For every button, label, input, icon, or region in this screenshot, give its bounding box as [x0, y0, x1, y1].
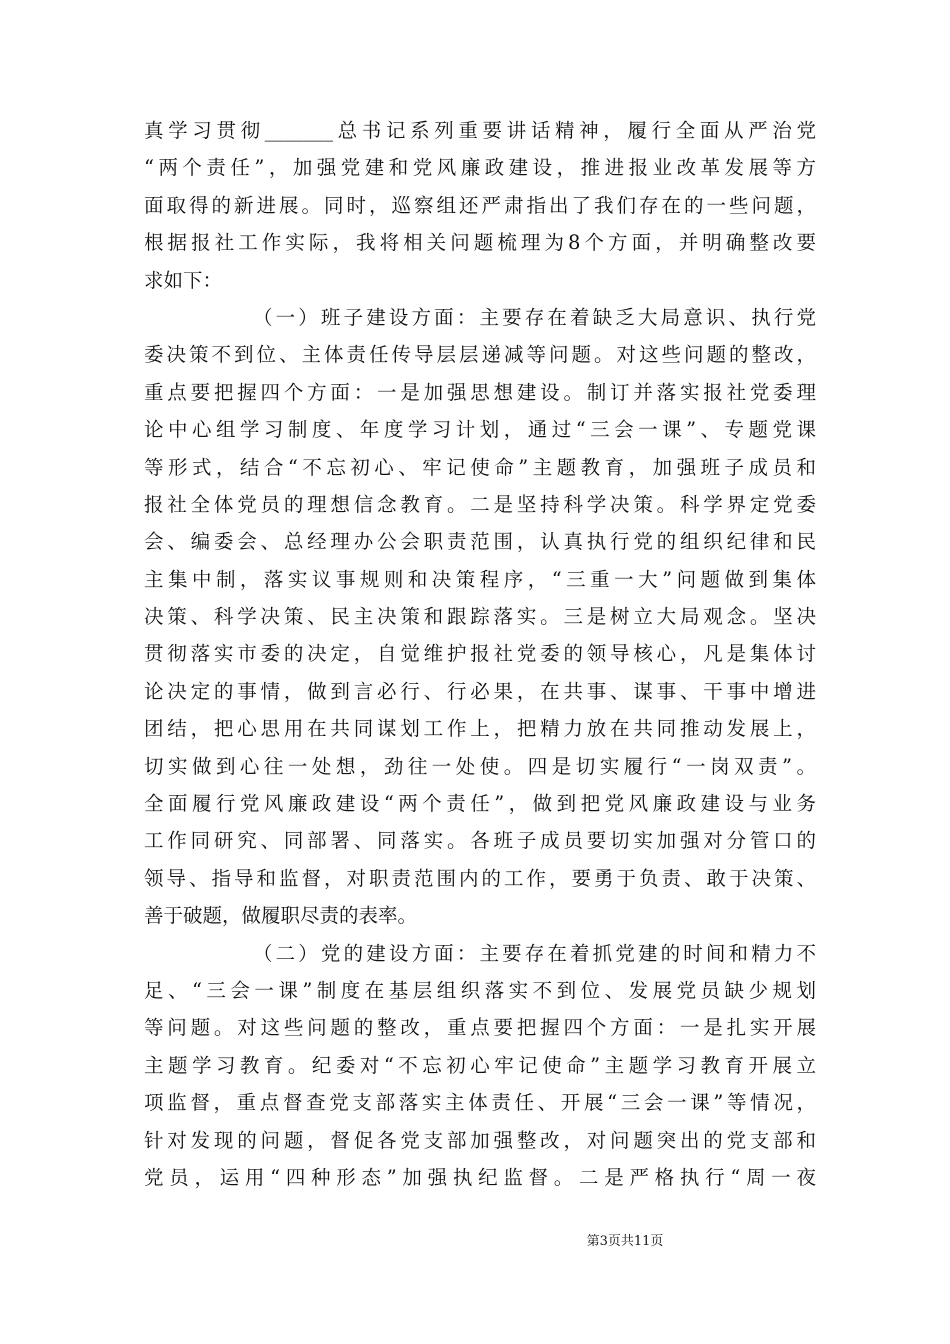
text-line: 论决定的事情，做到言必行、行必果，在共事、谋事、干事中增进 — [144, 679, 816, 703]
text-line: 面取得的新进展。同时，巡察组还严肃指出了我们存在的一些问题， — [144, 193, 816, 217]
text-line: 根据报社工作实际，我将相关问题梳理为8个方面，并明确整改要 — [144, 231, 816, 255]
text-line: （一）班子建设方面：主要存在着缺乏大局意识、执行党 — [253, 305, 816, 329]
text-line: （二）党的建设方面：主要存在着抓党建的时间和精力不 — [253, 941, 816, 965]
text-line: 善于破题，做履职尽责的表率。 — [144, 904, 418, 928]
text-line: 足、“三会一课”制度在基层组织落实不到位、发展党员缺少规划 — [144, 978, 816, 1002]
text-line: 决策、科学决策、民主决策和跟踪落实。三是树立大局观念。坚决 — [144, 605, 816, 629]
text-line: 主题学习教育。纪委对“不忘初心牢记使命”主题学习教育开展立 — [144, 1053, 816, 1077]
text-line: 全面履行党风廉政建设“两个责任”，做到把党风廉政建设与业务 — [144, 792, 816, 816]
text-line: 报社全体党员的理想信念教育。二是坚持科学决策。科学界定党委 — [144, 492, 816, 516]
text-line: 主集中制，落实议事规则和决策程序，“三重一大”问题做到集体 — [144, 567, 816, 591]
paragraph-section-1 — [144, 299, 816, 935]
text-line: 领导、指导和监督，对职责范围内的工作，要勇于负责、敢于决策、 — [144, 866, 816, 890]
text-line: 针对发现的问题，督促各党支部加强整改，对问题突出的党支部和 — [144, 1128, 816, 1152]
text-line: 会、编委会、总经理办公会职责范围，认真执行党的组织纪律和民 — [144, 530, 816, 554]
document-body — [144, 112, 816, 1196]
text-line: 贯彻落实市委的决定，自觉维护报社党委的领导核心，凡是集体讨 — [144, 642, 816, 666]
paragraph-intro — [144, 112, 816, 299]
text-line: 委决策不到位、主体责任传导层层递减等问题。对这些问题的整改， — [144, 343, 816, 367]
paragraph-section-2 — [144, 935, 816, 1197]
page-number: 第3页共11页 — [586, 1234, 664, 1249]
page-footer — [0, 1230, 950, 1249]
text-line: 真学习贯彻_______总书记系列重要讲话精神，履行全面从严治党 — [144, 119, 816, 142]
text-line: 团结，把心思用在共同谋划工作上，把精力放在共同推动发展上， — [144, 717, 816, 741]
text-line: 党员，运用“四种形态”加强执纪监督。二是严格执行“周一夜 — [144, 1165, 816, 1189]
text-line: “两个责任”，加强党建和党风廉政建设，推进报业改革发展等方 — [144, 156, 816, 180]
text-line: 求如下： — [144, 268, 223, 292]
text-line: 等问题。对这些问题的整改，重点要把握四个方面：一是扎实开展 — [144, 1016, 816, 1040]
text-line: 项监督，重点督查党支部落实主体责任、开展“三会一课”等情况， — [144, 1091, 816, 1115]
text-line: 切实做到心往一处想，劲往一处使。四是切实履行“一岗双责”。 — [144, 754, 816, 778]
text-line: 重点要把握四个方面：一是加强思想建设。制订并落实报社党委理 — [144, 380, 816, 404]
text-line: 论中心组学习制度、年度学习计划，通过“三会一课”、专题党课 — [144, 418, 816, 442]
text-line: 等形式，结合“不忘初心、牢记使命”主题教育，加强班子成员和 — [144, 455, 816, 479]
text-line: 工作同研究、同部署、同落实。各班子成员要切实加强对分管口的 — [144, 829, 816, 853]
